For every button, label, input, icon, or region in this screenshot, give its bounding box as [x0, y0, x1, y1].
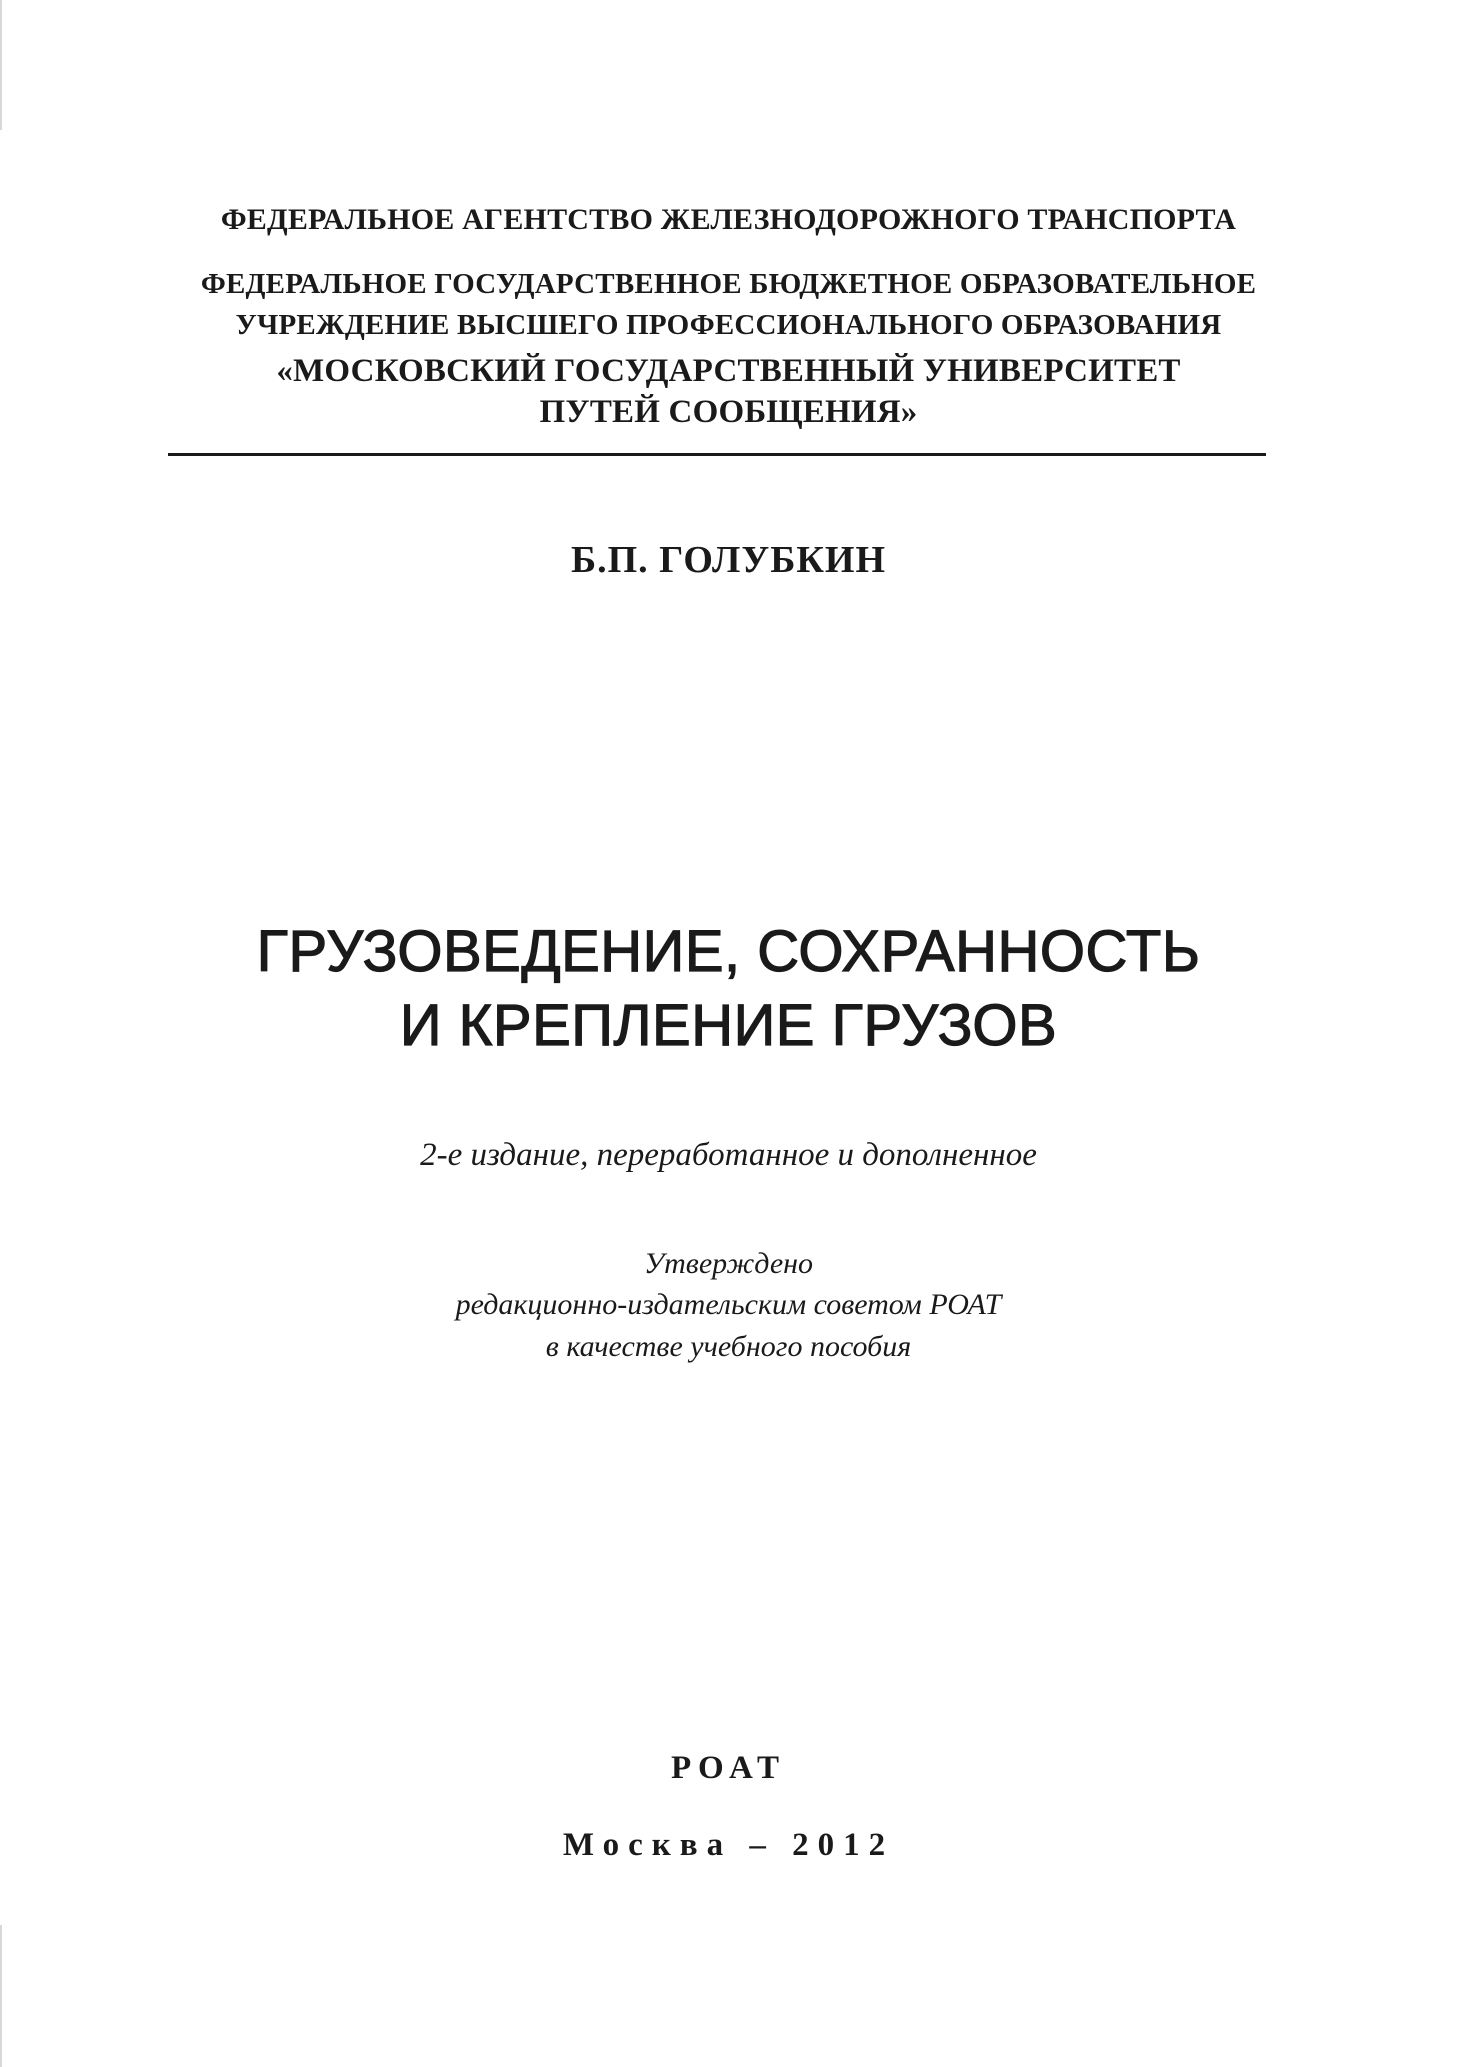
university-name-line-1: «МОСКОВСКИЙ ГОСУДАРСТВЕННЫЙ УНИВЕРСИТЕТ	[276, 353, 1181, 389]
book-title-line-2: И КРЕПЛЕНИЕ ГРУЗОВ	[399, 993, 1058, 1058]
scan-edge-mark	[0, 1925, 2, 2067]
university-name-line-2: ПУТЕЙ СООБЩЕНИЯ»	[539, 394, 918, 430]
city-year: Москва – 2012	[562, 1827, 895, 1863]
agency-name: ФЕДЕРАЛЬНОЕ АГЕНТСТВО ЖЕЛЕЗНОДОРОЖНОГО ТРАНСПОРТА	[220, 203, 1237, 236]
institution-name-line-1: ФЕДЕРАЛЬНОЕ ГОСУДАРСТВЕННОЕ БЮДЖЕТНОЕ ОБРАЗОВАТЕЛЬНОЕ	[200, 268, 1257, 300]
institution-name-line-2: УЧРЕЖДЕНИЕ ВЫСШЕГО ПРОФЕССИОНАЛЬНОГО ОБРАЗОВАНИЯ	[235, 309, 1222, 341]
approval-line-3: в качестве учебного пособия	[545, 1330, 912, 1363]
approval-line-2: редакционно-издательским советом РОАТ	[455, 1288, 1002, 1321]
author-name: Б.П. ГОЛУБКИН	[570, 539, 887, 581]
scan-edge-mark	[0, 0, 2, 130]
book-title-line-1: ГРУЗОВЕДЕНИЕ, СОХРАННОСТЬ	[256, 919, 1201, 984]
approval-line-1: Утверждено	[643, 1247, 814, 1280]
publisher-name: РОАТ	[671, 1750, 786, 1786]
edition-note: 2-е издание, переработанное и дополненное	[420, 1137, 1037, 1173]
header-divider	[168, 453, 1266, 456]
